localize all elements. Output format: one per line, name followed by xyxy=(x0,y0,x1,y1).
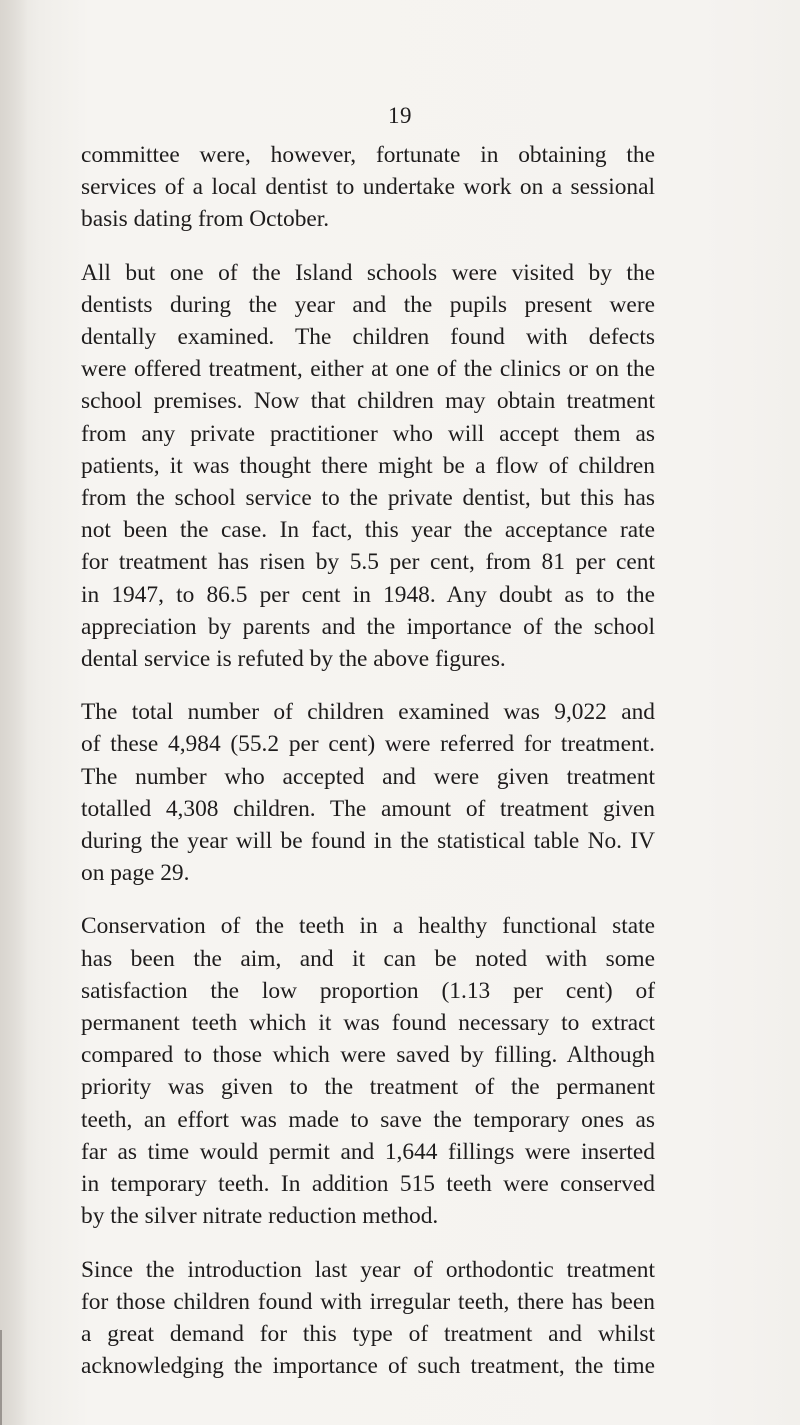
text-line: for treatment has risen by 5.5 per cent, from 81 per cent xyxy=(81,549,655,576)
text-line: permanent teeth which it was found necessary to extract xyxy=(81,1010,655,1037)
text-line: All but one of the Island schools were visited by the xyxy=(81,259,655,286)
text-line: far as time would permit and 1,644 fillings were inserted xyxy=(81,1138,655,1165)
text-line: basis dating from October. xyxy=(81,206,330,233)
text-line: were offered treatment, either at one of the clinics or on the xyxy=(81,356,655,383)
text-line: dental service is refuted by the above figures. xyxy=(81,646,506,673)
text-line: for those children found with irregular teeth, there has been xyxy=(81,1288,655,1315)
text-line: compared to those which were saved by filling. Although xyxy=(81,1042,655,1069)
page-number: 19 xyxy=(388,103,412,128)
text-line: patients, it was thought there might be a flow of children xyxy=(81,452,655,479)
paragraph-2 xyxy=(81,257,655,676)
text-line: of these 4,984 (55.2 per cent) were referred for treatment. xyxy=(81,731,655,758)
text-line: Since the introduction last year of orthodontic treatment xyxy=(81,1256,655,1283)
text-line: priority was given to the treatment of the permanent xyxy=(81,1074,655,1101)
text-line: during the year will be found in the statistical table No. IV xyxy=(81,828,655,855)
text-line: committee were, however, fortunate in obtaining the xyxy=(81,142,655,168)
text-line: on page 29. xyxy=(81,860,190,887)
body-text xyxy=(81,139,655,1403)
text-line: a great demand for this type of treatment and whilst xyxy=(81,1320,655,1347)
text-line: has been the aim, and it can be noted with some xyxy=(81,945,655,972)
text-line: appreciation by parents and the importance of the school xyxy=(81,613,655,640)
paragraph-3 xyxy=(81,696,655,889)
text-line: satisfaction the low proportion (1.13 per cent) of xyxy=(81,977,655,1004)
page-shadow-edge xyxy=(0,0,28,1425)
paragraph-5 xyxy=(81,1254,655,1383)
text-line: The total number of children examined was 9,022 and xyxy=(81,699,655,726)
text-line: dentally examined. The children found with defects xyxy=(81,324,655,351)
text-line: from any private practitioner who will accept them as xyxy=(81,420,655,447)
text-line: teeth, an effort was made to save the temporary ones as xyxy=(81,1106,655,1133)
text-line: Conservation of the teeth in a healthy functional state xyxy=(81,913,655,940)
text-line: services of a local dentist to undertake work on a sessional xyxy=(81,174,655,201)
paragraph-4 xyxy=(81,910,655,1232)
text-line: dentists during the year and the pupils present were xyxy=(81,291,655,318)
paragraph-1 xyxy=(81,139,655,236)
text-line: by the silver nitrate reduction method. xyxy=(81,1203,439,1230)
text-line: acknowledging the importance of such treatment, the time xyxy=(81,1353,655,1380)
text-line: from the school service to the private dentist, but this has xyxy=(81,485,655,512)
text-line: in 1947, to 86.5 per cent in 1948. Any doubt as to the xyxy=(81,581,655,608)
text-line: not been the case. In fact, this year the acceptance rate xyxy=(81,517,655,544)
text-line: in temporary teeth. In addition 515 teeth were conserved xyxy=(81,1171,655,1198)
binding-mark xyxy=(0,1330,2,1425)
text-line: totalled 4,308 children. The amount of treatment given xyxy=(81,795,655,822)
text-line: school premises. Now that children may obtain treatment xyxy=(81,388,655,415)
text-line: The number who accepted and were given treatment xyxy=(81,763,655,790)
